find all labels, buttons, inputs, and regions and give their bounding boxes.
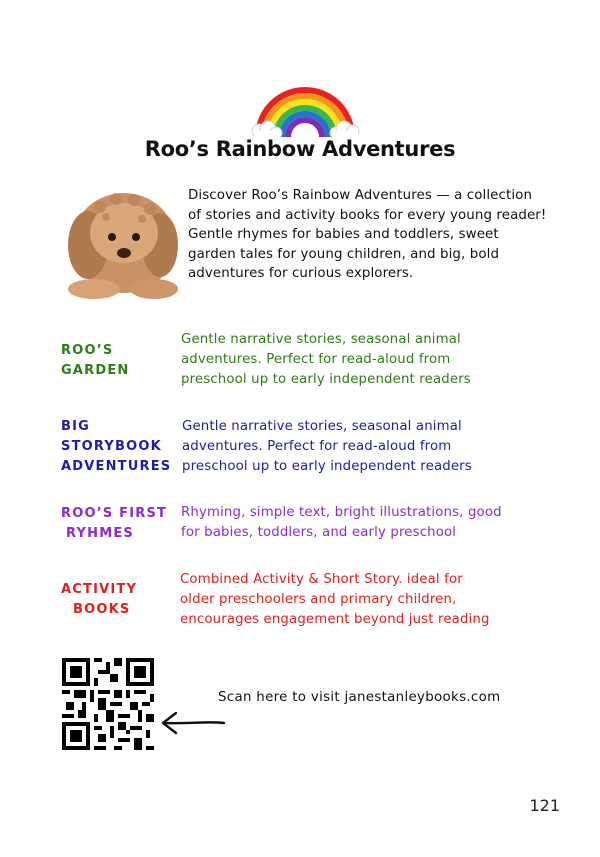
dog-photo xyxy=(60,185,182,299)
scan-link-text[interactable]: Scan here to visit janestanleybooks.com xyxy=(218,690,501,705)
series-name-activity-books: ACTIVITY BOOKS xyxy=(61,582,138,617)
series-name-first-rhymes: ROO’S FIRST RYHMES xyxy=(61,506,168,541)
page-number: 121 xyxy=(529,796,560,815)
series-name-big-storybook: BIG STORYBOOK ADVENTURES xyxy=(61,419,172,474)
arrow-left-icon xyxy=(158,708,226,738)
series-desc-roos-garden: Gentle narrative stories, seasonal animal adventures. Perfect for read-aloud from preschool up to early independent readers xyxy=(181,332,471,387)
rainbow-icon xyxy=(250,85,360,140)
series-desc-first-rhymes: Rhyming, simple text, bright illustrations, good for babies, toddlers, and early preschool xyxy=(181,505,502,540)
intro-text: Discover Roo’s Rainbow Adventures — a collection of stories and activity books for every young reader! Gentle rhymes for babies and toddlers, sweet garden tales for young children, and big, bold adventures for curious explorers. xyxy=(188,188,547,282)
series-name-roos-garden: ROO’S GARDEN xyxy=(61,343,130,378)
qr-code[interactable] xyxy=(62,658,154,750)
series-desc-activity-books: Combined Activity & Short Story. ideal for older preschoolers and primary children, encourages engagement beyond just reading xyxy=(180,572,490,627)
page-title: Roo’s Rainbow Adventures xyxy=(144,137,456,161)
series-desc-big-storybook: Gentle narrative stories, seasonal animal adventures. Perfect for read-aloud from preschool up to early independent readers xyxy=(182,419,472,474)
